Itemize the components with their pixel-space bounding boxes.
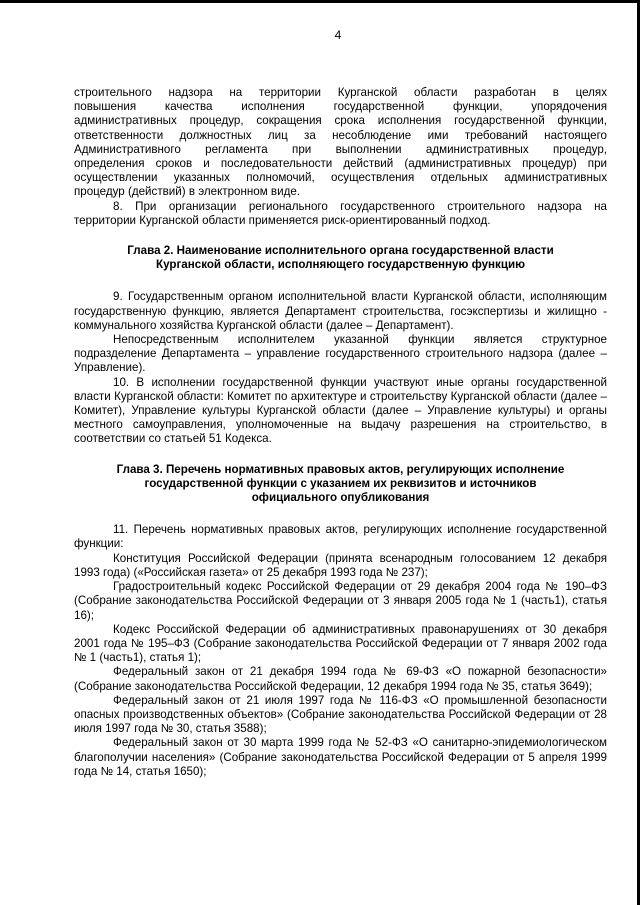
text-line: осуществлении указанных полномочий, осуществления отдельных административных bbox=[74, 171, 607, 185]
text-line: административных процедур, сокращения срока исполнения государственной функции, bbox=[74, 114, 607, 128]
paragraph-9: 9. Государственным органом исполнительной власти Курганской области, исполняющим государственную функцию, является Департамент строительства, госэкспертизы и жилищно - коммунального хозяйства Курганской области (далее – Департамент). bbox=[74, 290, 607, 332]
text-line: определения сроков и последовательности действий (административных процедур) при bbox=[74, 157, 607, 171]
heading-line: Курганской области, исполняющего государственную функцию bbox=[156, 258, 525, 272]
act-item: Кодекс Российской Федерации об административных правонарушениях от 30 декабря 2001 года № 195–ФЗ (Собрание законодательства Российской Федерации от 7 января 2002 года № 1 (часть1), статья 1); bbox=[74, 622, 607, 665]
act-item: Федеральный закон от 30 марта 1999 года № 52-ФЗ «О санитарно-эпидемиологическом благополучии населения» (Собрание законодательства Российской Федерации от 5 апреля 1999 года № 14, статья 1650); bbox=[74, 736, 607, 778]
act-item: Федеральный закон от 21 декабря 1994 года № 69-ФЗ «О пожарной безопасности» (Собрание законодательства Российской Федерации, 12 декабря 1994 года № 35, статья 3649); bbox=[74, 665, 607, 693]
page-number: 4 bbox=[334, 28, 342, 42]
paragraph-8: 8. При организации регионального государственного строительного надзора на территории Курганской области применяется риск-ориентированный подход. bbox=[74, 199, 607, 227]
chapter-3-heading bbox=[74, 463, 607, 506]
act-item: Конституция Российской Федерации (принята всенародным голосованием 12 декабря 1993 года) («Российская газета» от 25 декабря 1993 года № 237); bbox=[74, 551, 607, 579]
text-line: Административного регламента при выполнении административных процедур, bbox=[74, 142, 607, 156]
text-line: процедур (действий) в электронном виде. bbox=[74, 185, 301, 199]
paragraph-9b: Непосредственным исполнителем указанной функции является структурное подразделение Департамента – управление государственного строительного надзора (далее – Управление). bbox=[74, 333, 607, 375]
chapter-2-heading bbox=[74, 244, 607, 272]
act-item: Федеральный закон от 21 июля 1997 года № 116-ФЗ «О промышленной безопасности опасных производственных объектов» (Собрание законодательства Российской Федерации от 28 июля 1997 года № 30, статья 3588); bbox=[74, 693, 607, 736]
text-line: повышения качества исполнения государственной функции, упорядочения bbox=[74, 100, 607, 114]
heading-line: Глава 2. Наименование исполнительного органа государственной власти bbox=[127, 244, 554, 258]
intro-paragraph bbox=[74, 86, 607, 200]
heading-line: государственной функции с указанием их реквизитов и источников bbox=[144, 476, 537, 490]
paragraph-10: 10. В исполнении государственной функции участвуют иные органы государственной власти Курганской области: Комитет по архитектуре и строительству Курганской области (далее – Комитет), Управление культуры Курганской области (далее – Управление культуры) и органы местного самоуправления, уполномоченные на выдачу разрешения на строительство, в соответствии со статьей 51 Кодекса. bbox=[74, 375, 607, 446]
document-body bbox=[74, 86, 607, 779]
text-line: ответственности должностных лиц за несоблюдение ими требований настоящего bbox=[74, 128, 607, 142]
paragraph-11: 11. Перечень нормативных правовых актов, регулирующих исполнение государственной функции: bbox=[74, 523, 607, 551]
heading-line: Глава 3. Перечень нормативных правовых актов, регулирующих исполнение bbox=[116, 462, 565, 476]
text-line: строительного надзора на территории Курганской области разработан в целях bbox=[74, 86, 607, 99]
scan-border-top bbox=[0, 0, 640, 3]
heading-line: официального опубликования bbox=[251, 491, 430, 505]
act-item: Градостроительный кодекс Российской Федерации от 29 декабря 2004 года № 190–ФЗ (Собрание законодательства Российской Федерации от 3 января 2005 года № 1 (часть1), статья 16); bbox=[74, 580, 607, 622]
